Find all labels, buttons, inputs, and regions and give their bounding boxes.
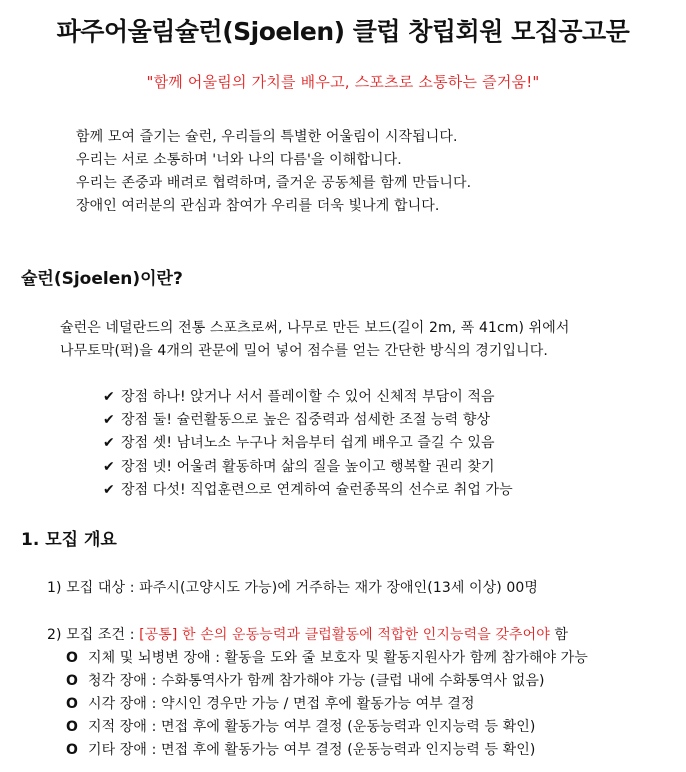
condition-item: [66, 647, 588, 667]
merit-item: [103, 456, 495, 476]
circle-bullet-icon: O: [66, 719, 79, 735]
circle-bullet-icon: O: [66, 650, 79, 666]
merit-text: 장점 셋! 남녀노소 누구나 처음부터 쉽게 배우고 즐길 수 있음: [121, 435, 495, 451]
recruitment-target: 1) 모집 대상 : 파주시(고양시도 가능)에 거주하는 재가 장애인(13세 이상) 00명: [47, 580, 539, 596]
condition-item: [66, 693, 475, 713]
condition-text: 기타 장애 : 면접 후에 활동가능 여부 결정 (운동능력과 인지능력 등 확인): [88, 742, 536, 758]
merit-text: 장점 넷! 어울려 활동하며 삶의 질을 높이고 행복할 권리 찾기: [121, 459, 495, 475]
check-icon: ✔: [103, 389, 115, 405]
merit-text: 장점 다섯! 직업훈련으로 연계하여 슐런종목의 선수로 취업 가능: [121, 482, 513, 498]
merit-text: 장점 하나! 앉거나 서서 플레이할 수 있어 신체적 부담이 적음: [121, 389, 495, 405]
condition-suffix: 함: [549, 627, 569, 643]
description-line: 나무토막(퍽)을 4개의 관문에 밀어 넣어 점수를 얻는 간단한 방식의 경기입니다.: [60, 343, 548, 359]
merit-item: [103, 409, 490, 429]
condition-text: 시각 장애 : 약시인 경우만 가능 / 면접 후에 활동가능 여부 결정: [88, 696, 475, 712]
intro-line: 우리는 서로 소통하며 '너와 나의 다름'을 이해합니다.: [76, 152, 402, 168]
check-icon: ✔: [103, 435, 115, 451]
check-icon: ✔: [103, 459, 115, 475]
condition-item: [66, 670, 545, 690]
merit-item: [103, 479, 513, 499]
slogan: "함께 어울림의 가치를 배우고, 스포츠로 소통하는 즐거움!": [146, 73, 540, 91]
merit-item: [103, 432, 495, 452]
condition-label: 2) 모집 조건 :: [47, 627, 140, 643]
page-title: 파주어울림슐런(Sjoelen) 클럽 창립회원 모집공고문: [56, 17, 630, 46]
condition-text: 지적 장애 : 면접 후에 활동가능 여부 결정 (운동능력과 인지능력 등 확인): [88, 719, 536, 735]
description-line: 슐런은 네덜란드의 전통 스포츠로써, 나무로 만든 보드(길이 2m, 폭 41cm) 위에서: [60, 320, 570, 336]
condition-highlight: [공통] 한 손의 운동능력과 클럽활동에 적합한 인지능력을 갖추어야: [139, 627, 550, 643]
merit-item: [103, 386, 495, 406]
section-heading-about: 슐런(Sjoelen)이란?: [21, 269, 183, 289]
recruitment-condition: [47, 624, 568, 644]
merit-text: 장점 둘! 슐런활동으로 높은 집중력과 섬세한 조절 능력 향상: [121, 412, 491, 428]
condition-text: 지체 및 뇌병변 장애 : 활동을 도와 줄 보호자 및 활동지원사가 함께 참가해야 가능: [88, 650, 588, 666]
condition-text: 청각 장애 : 수화통역사가 함께 참가해야 가능 (클럽 내에 수화통역사 없음): [88, 673, 545, 689]
circle-bullet-icon: O: [66, 673, 79, 689]
check-icon: ✔: [103, 412, 115, 428]
intro-line: 우리는 존중과 배려로 협력하며, 즐거운 공동체를 함께 만듭니다.: [76, 175, 472, 191]
intro-line: 장애인 여러분의 관심과 참여가 우리를 더욱 빛나게 합니다.: [76, 198, 440, 214]
condition-item: [66, 739, 535, 759]
condition-item: [66, 716, 535, 736]
section-heading-recruitment: 1. 모집 개요: [21, 530, 117, 550]
circle-bullet-icon: O: [66, 742, 79, 758]
check-icon: ✔: [103, 482, 115, 498]
circle-bullet-icon: O: [66, 696, 79, 712]
intro-line: 함께 모여 즐기는 슐런, 우리들의 특별한 어울림이 시작됩니다.: [76, 129, 458, 145]
